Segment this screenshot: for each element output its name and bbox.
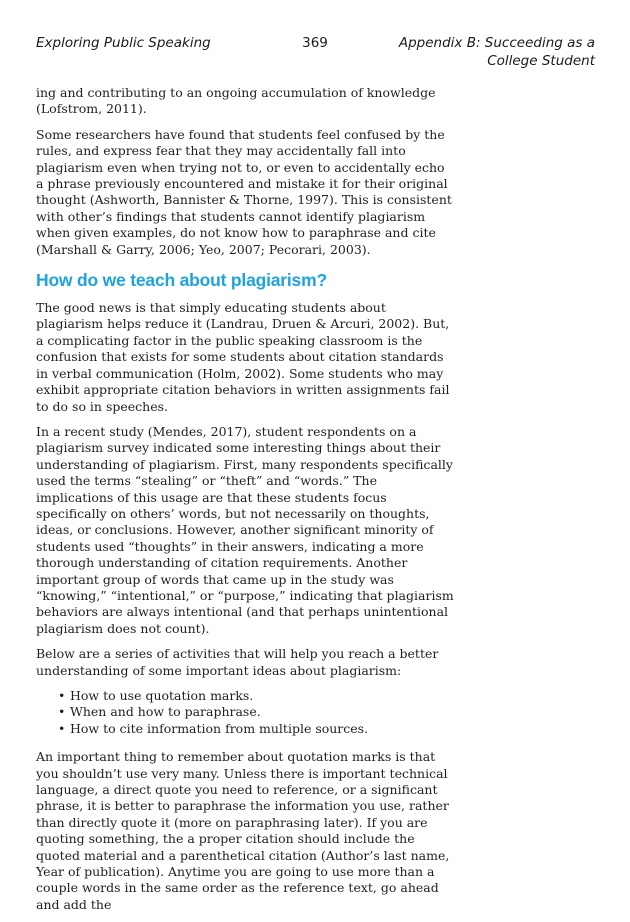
paragraph: An important thing to remember about quotation marks is that you shouldn’t use very many. Unless there is important technical language, a direct quote you need to reference, or a significant phrase, it is better to paraphrase the information you use, rather than directly quote it (more on paraphrasing later). If you are quoting something, the a proper citation should include the quoted material and a parenthetical citation (Author’s last name, Year of publication). Anytime you are going to use more than a couple words in the same order as the reference text, go ahead and add the	[36, 749, 450, 912]
running-header-chapter	[399, 34, 595, 70]
list-item: • When and how to paraphrase.	[58, 704, 454, 720]
body-text	[36, 85, 454, 922]
page-number: 369	[302, 35, 328, 51]
chapter-line-1: Appendix B: Succeeding as a	[398, 35, 595, 51]
paragraph: The good news is that simply educating students about plagiarism helps reduce it (Landrau, Druen & Arcuri, 2002). But, a complicating factor in the public speaking classroom is the confusion that exists for some students about citation standards in verbal communication (Holm, 2002). Some students who may exhibit appropriate citation behaviors in written assignments fail to do so in speeches.	[36, 300, 450, 414]
list-item: • How to cite information from multiple sources.	[58, 721, 454, 737]
paragraph: ing and contributing to an ongoing accumulation of knowledge (Lofstrom, 2011).	[36, 85, 436, 117]
paragraph: In a recent study (Mendes, 2017), student respondents on a plagiarism survey indicated some interesting things about their understanding of plagiarism. First, many respondents specifically used the terms “stealing” or “theft” and “words.” The implications of this usage are that these students focus specifically on others’ words, but not necessarily on thoughts, ideas, or conclusions. However, another significant minority of students used “thoughts” in their answers, indicating a more thorough understanding of citation requirements. Another important group of words that came up in the study was “knowing,” “intentional,” or “purpose,” indicating that plagiarism behaviors are always intentional (and that perhaps unintentional plagiarism does not count).	[36, 423, 454, 636]
list-item: • How to use quotation marks.	[58, 688, 454, 704]
bullet-list	[36, 688, 454, 737]
running-header-title: Exploring Public Speaking	[36, 35, 211, 51]
chapter-line-2: College Student	[487, 53, 595, 69]
paragraph: Below are a series of activities that will help you reach a better understanding of some important ideas about plagiarism:	[36, 646, 439, 678]
paragraph: Some researchers have found that students feel confused by the rules, and express fear that they may accidentally fall into plagiarism even when trying not to, or even to accidentally echo a phrase previously encountered and mistake it for their original thought (Ashworth, Bannister & Thorne, 1997). This is consistent with other’s findings that students cannot identify plagiarism when given examples, do not know how to paraphrase and cite (Marshall & Garry, 2006; Yeo, 2007; Pecorari, 2003).	[36, 126, 452, 257]
section-heading: How do we teach about plagiarism?	[36, 270, 327, 291]
